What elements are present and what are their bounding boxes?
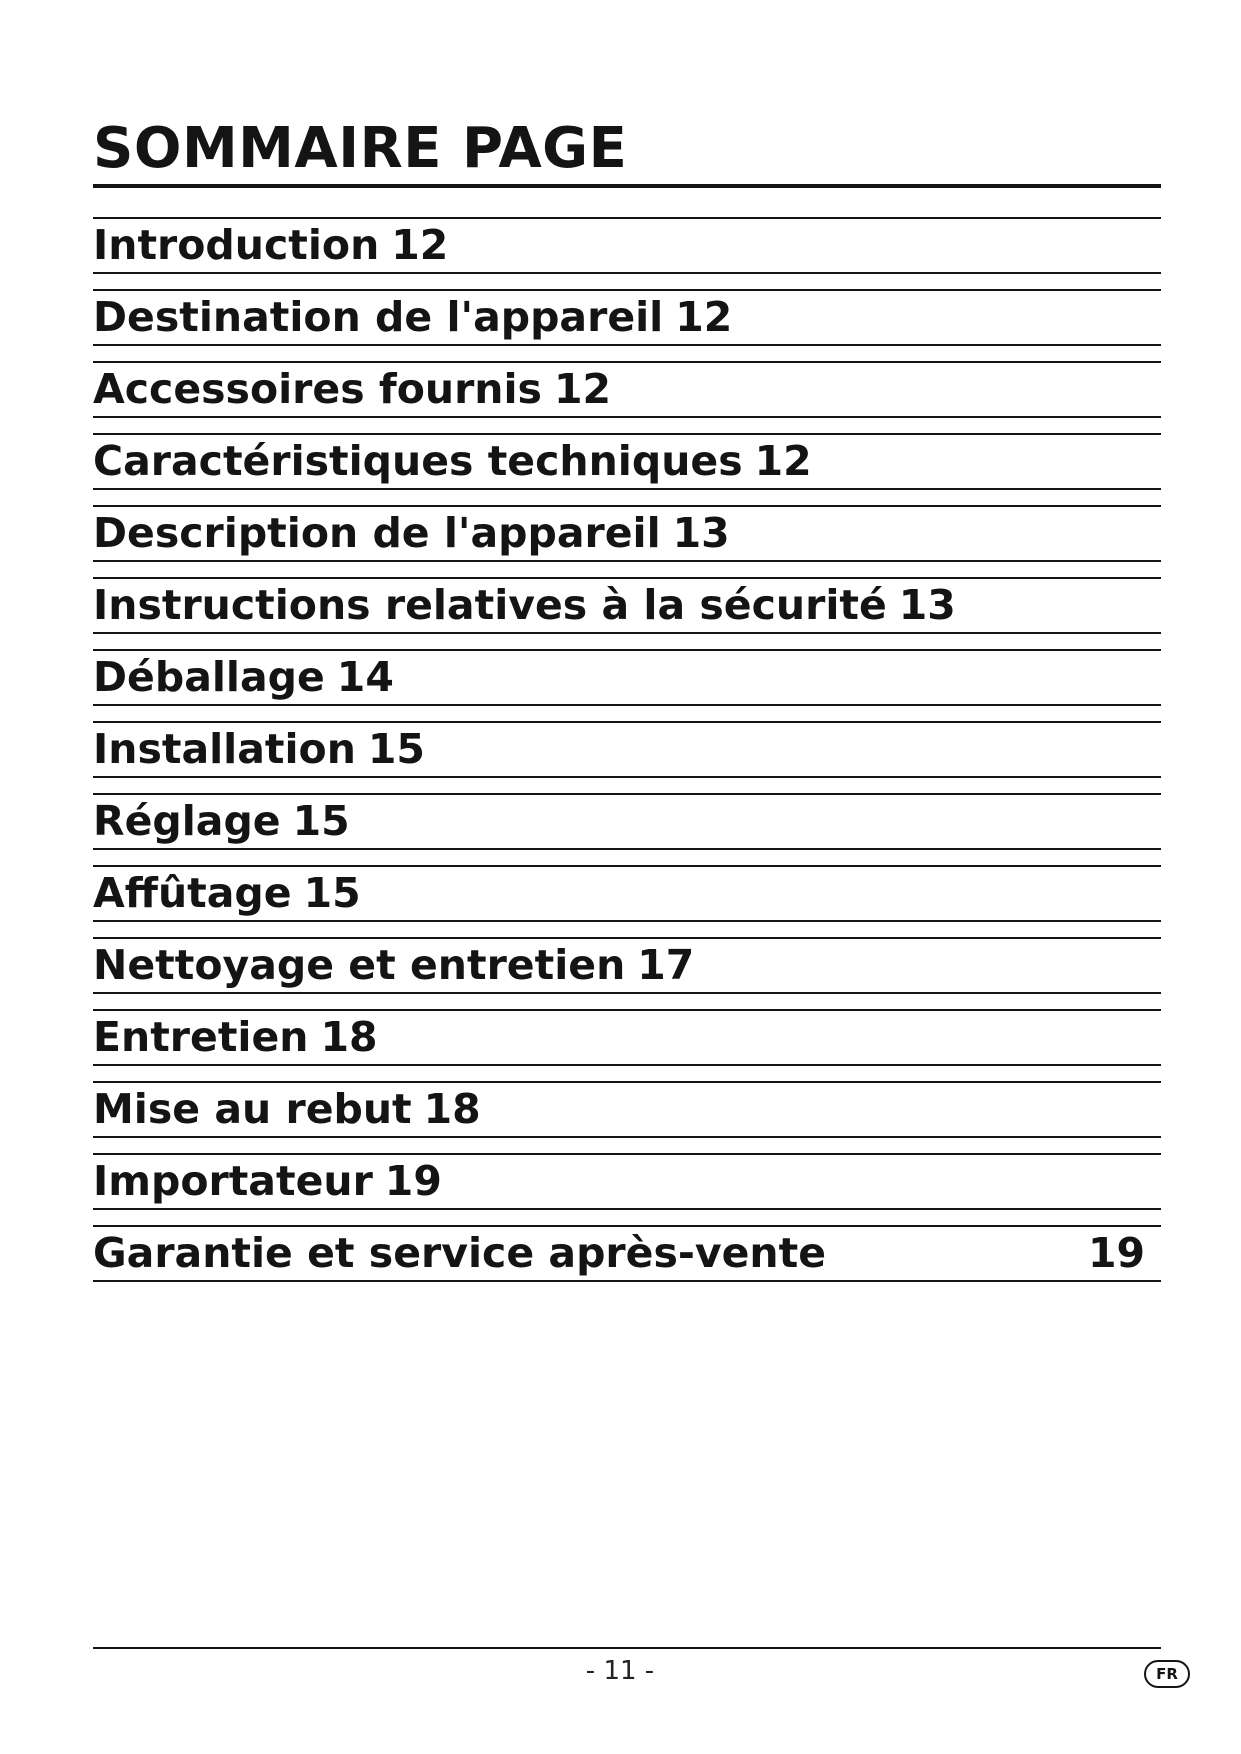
toc-entry-label: Instructions relatives à la sécurité [93, 581, 887, 629]
language-badge-fr: FR [1144, 1660, 1190, 1688]
toc-row-mise-au-rebut[interactable] [93, 1081, 1161, 1138]
toc-entry [93, 727, 425, 771]
toc-row-entretien[interactable] [93, 1009, 1161, 1066]
toc-entry [93, 439, 812, 483]
toc-entry-page: 14 [336, 653, 394, 701]
toc-entry-label: Réglage [93, 797, 281, 845]
toc-entry-page: 19 [1087, 1229, 1145, 1277]
toc-entry-label: Installation [93, 725, 356, 773]
toc-entry-label: Importateur [93, 1157, 373, 1205]
toc-entry [93, 1087, 481, 1131]
toc-entry-page: 18 [423, 1085, 481, 1133]
toc-row-securite[interactable] [93, 577, 1161, 634]
toc-entry [93, 655, 394, 699]
toc-entry [93, 799, 350, 843]
toc-row-accessoires[interactable] [93, 361, 1161, 418]
toc-entry-page: 18 [320, 1013, 378, 1061]
toc-entry-page: 15 [367, 725, 425, 773]
toc-row-importateur[interactable] [93, 1153, 1161, 1210]
toc-entry-label: Description de l'appareil [93, 509, 661, 557]
toc-entry [93, 367, 611, 411]
footer-divider [93, 1647, 1161, 1649]
toc-entry-label: Caractéristiques techniques [93, 437, 743, 485]
toc-row-garantie[interactable] [93, 1225, 1161, 1282]
toc-entry-label: Garantie et service après-vente [93, 1229, 826, 1277]
page-number: - 11 - [585, 1656, 655, 1686]
toc-entry [93, 583, 956, 627]
toc-entry-page: 12 [754, 437, 812, 485]
toc-row-destination[interactable] [93, 289, 1161, 346]
toc-entry [93, 511, 730, 555]
toc-row-description[interactable] [93, 505, 1161, 562]
toc-entry [93, 871, 361, 915]
toc-entry [93, 1159, 442, 1203]
page-title: SOMMAIRE PAGE [93, 116, 628, 181]
toc-entry-page: 19 [384, 1157, 442, 1205]
toc-entry [93, 1015, 378, 1059]
toc-entry-page: 12 [553, 365, 612, 413]
toc-entry-page: 13 [672, 509, 730, 557]
toc-row-reglage[interactable] [93, 793, 1161, 850]
toc-entry-page: 12 [391, 221, 449, 269]
toc-row-deballage[interactable] [93, 649, 1161, 706]
toc-row-introduction[interactable] [93, 217, 1161, 274]
toc-row-affutage[interactable] [93, 865, 1161, 922]
toc-row-nettoyage[interactable] [93, 937, 1161, 994]
table-of-contents [93, 217, 1161, 1297]
title-divider [93, 184, 1161, 188]
toc-row-caracteristiques[interactable] [93, 433, 1161, 490]
toc-row-installation[interactable] [93, 721, 1161, 778]
toc-entry-label: Déballage [93, 653, 325, 701]
toc-entry-page: 15 [292, 797, 350, 845]
toc-entry-label: Introduction [93, 221, 380, 269]
toc-entry [93, 943, 694, 987]
toc-entry-label: Affûtage [93, 869, 292, 917]
toc-entry-label: Mise au rebut [93, 1085, 412, 1133]
toc-entry [93, 223, 448, 267]
toc-entry-page: 17 [637, 941, 695, 989]
toc-entry-label: Accessoires fournis [93, 365, 542, 413]
toc-entry-page: 12 [675, 293, 733, 341]
toc-entry-page: 15 [303, 869, 361, 917]
toc-entry-label: Entretien [93, 1013, 309, 1061]
toc-entry [93, 295, 732, 339]
toc-entry-page: 13 [898, 581, 956, 629]
toc-entry-label: Destination de l'appareil [93, 293, 664, 341]
toc-entry-label: Nettoyage et entretien [93, 941, 626, 989]
